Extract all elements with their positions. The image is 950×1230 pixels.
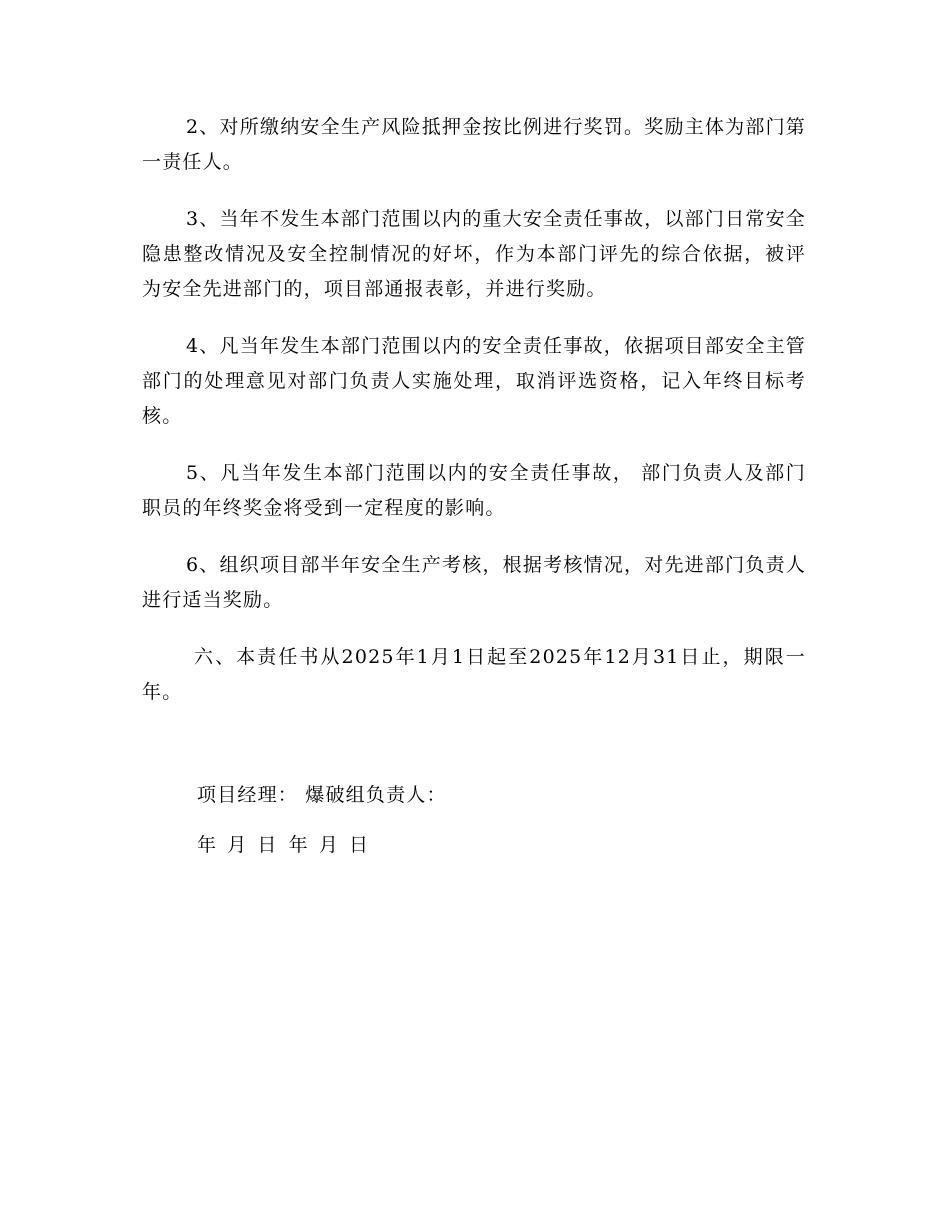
signature-date-line	[197, 828, 447, 863]
clause-4: 4、凡当年发生本部门范围以内的安全责任事故，依据项目部安全主管部门的处理意见对部门负责人实施处理，取消评选资格，记入年终目标考核。	[142, 335, 806, 427]
clause-5: 5、凡当年发生本部门范围以内的安全责任事故， 部门负责人及部门职员的年终奖金将受到一定程度的影响。	[142, 462, 806, 519]
date-day-2: 日	[349, 834, 370, 856]
clause-3: 3、当年不发生本部门范围以内的重大安全责任事故，以部门日常安全隐患整改情况及安全控制情况的好坏，作为本部门评先的综合依据，被评为安全先进部门的，项目部通报表彰，并进行奖励。	[142, 208, 806, 300]
date-day-1: 日	[257, 834, 278, 856]
date-month-2: 月	[318, 834, 340, 856]
clause-6: 6、组织项目部半年安全生产考核，根据考核情况，对先进部门负责人进行适当奖励。	[142, 554, 806, 611]
clause-2: 2、对所缴纳安全生产风险抵押金按比例进行奖罚。奖励主体为部门第一责任人。	[142, 116, 806, 173]
date-year-1: 年	[197, 834, 218, 856]
validity-period-clause: 六、本责任书从2025年1月1日起至2025年12月31日止，期限一年。	[142, 646, 806, 703]
signature-block	[197, 778, 447, 863]
document-body	[142, 110, 806, 732]
signature-labels	[197, 778, 447, 813]
blasting-leader-label: 爆破组负责人：	[305, 784, 447, 806]
date-year-2: 年	[288, 834, 309, 856]
project-manager-label: 项目经理：	[197, 784, 299, 806]
date-month-1: 月	[227, 834, 248, 856]
